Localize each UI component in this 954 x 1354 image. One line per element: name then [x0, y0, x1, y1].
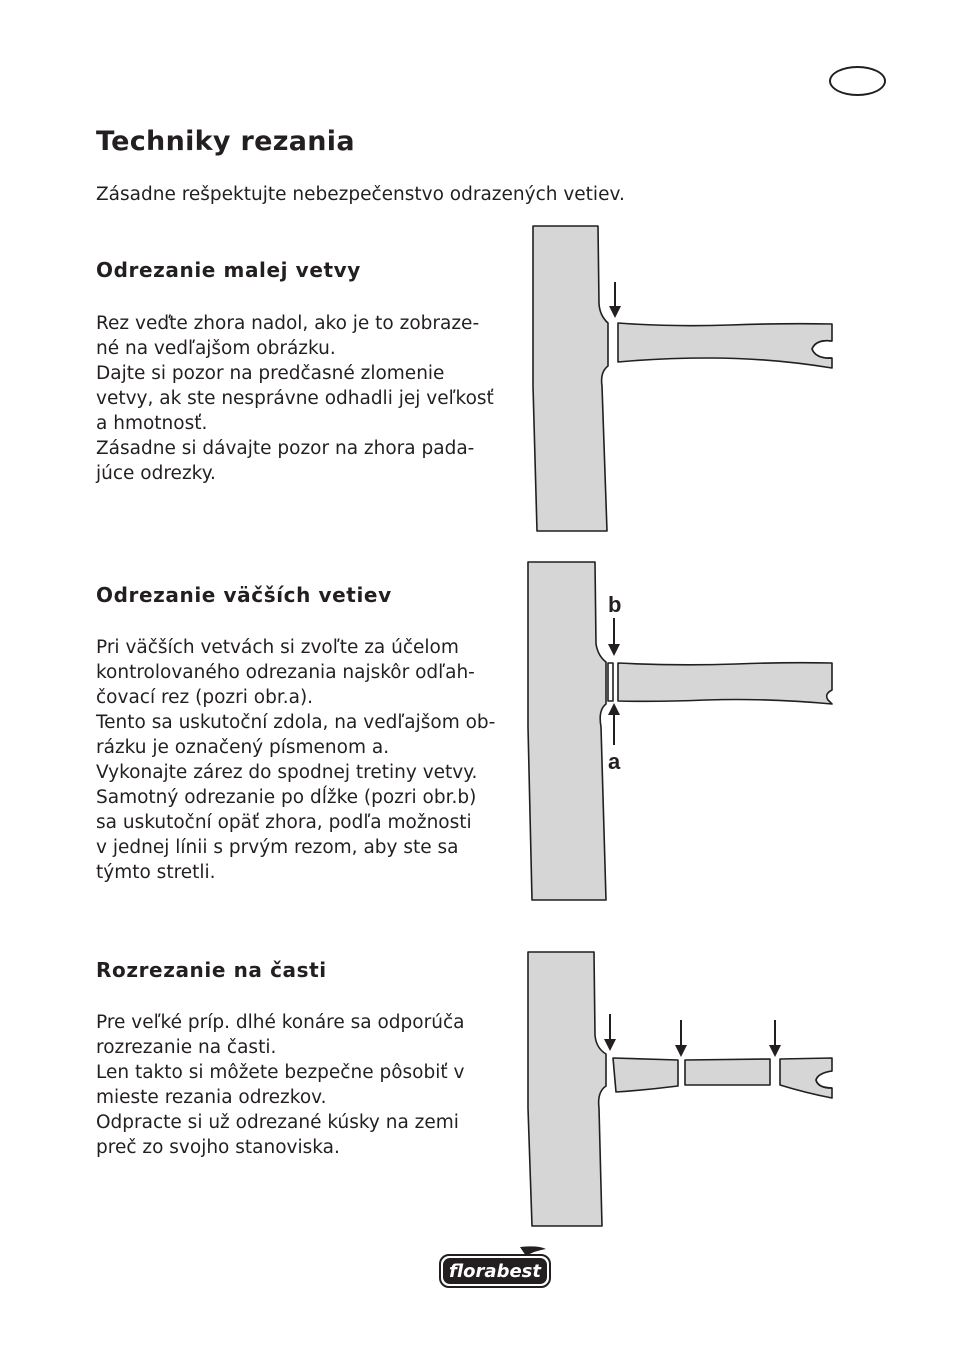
body-line: mieste rezania odrezkov. — [96, 1087, 327, 1108]
body-line: rozrezanie na časti. — [96, 1037, 277, 1058]
tree-trunk — [533, 226, 608, 531]
body-line: Vykonajte zárez do spodnej tretiny vetvy. — [96, 762, 478, 783]
arrow-down-icon — [604, 1014, 616, 1051]
section-heading-sectioning: Rozrezanie na časti — [96, 958, 327, 982]
section-body-larger-branches — [96, 635, 496, 885]
body-line: né na vedľajšom obrázku. — [96, 338, 336, 359]
body-line: júce odrezky. — [96, 463, 216, 484]
body-line: Dajte si pozor na predčasné zlomenie — [96, 363, 445, 384]
body-line: Len takto si môžete bezpečne pôsobiť v — [96, 1062, 465, 1083]
branch — [618, 323, 832, 368]
body-line: vetvy, ak ste nesprávne odhadli jej veľkosť — [96, 388, 494, 409]
body-line: a hmotnosť. — [96, 413, 208, 434]
body-line: preč zo svojho stanoviska. — [96, 1137, 340, 1158]
figure-label-a: a — [608, 749, 621, 774]
arrow-down-icon — [609, 282, 621, 318]
body-line: Samotný odrezanie po dĺžke (pozri obr.b) — [96, 787, 477, 808]
branch-piece — [685, 1059, 770, 1085]
page-title: Techniky rezania — [96, 126, 355, 157]
body-line: rázku je označený písmenom a. — [96, 737, 390, 758]
language-badge — [829, 66, 886, 96]
florabest-logo — [438, 1244, 552, 1290]
arrow-down-icon — [675, 1020, 687, 1057]
body-line: Pre veľké príp. dlhé konáre sa odporúča — [96, 1012, 465, 1033]
logo-text: florabest — [449, 1261, 541, 1282]
body-line: Tento sa uskutoční zdola, na vedľajšom ob- — [96, 712, 496, 733]
body-line: v jednej línii s prvým rezom, aby ste sa — [96, 837, 459, 858]
section-heading-small-branch: Odrezanie malej vetvy — [96, 258, 361, 282]
body-line: Zásadne si dávajte pozor na zhora pada- — [96, 438, 475, 459]
figure-label-b: b — [608, 592, 622, 617]
figure-small-branch-cut — [520, 226, 840, 532]
branch-stub — [608, 663, 613, 701]
arrow-down-icon — [608, 618, 620, 656]
tree-trunk — [528, 952, 606, 1226]
section-body-small-branch — [96, 311, 496, 486]
tree-trunk — [528, 562, 606, 900]
arrow-up-icon — [608, 703, 620, 745]
branch-piece — [613, 1058, 678, 1092]
body-line: Rez veďte zhora nadol, ako je to zobraze- — [96, 313, 480, 334]
figure-section-cutting — [516, 952, 836, 1228]
intro-text: Zásadne rešpektujte nebezpečenstvo odrazených vetiev. — [96, 184, 625, 205]
section-body-sectioning — [96, 1010, 496, 1160]
branch-piece — [780, 1058, 832, 1098]
body-line: týmto stretli. — [96, 862, 216, 883]
figure-large-branch-cut — [516, 562, 836, 902]
body-line: Odpracte si už odrezané kúsky na zemi — [96, 1112, 459, 1133]
body-line: čovací rez (pozri obr.a). — [96, 687, 314, 708]
body-line: kontrolovaného odrezania najskôr odľah- — [96, 662, 475, 683]
body-line: sa uskutoční opäť zhora, podľa možnosti — [96, 812, 472, 833]
branch — [618, 663, 832, 704]
arrow-down-icon — [769, 1020, 781, 1057]
body-line: Pri väčších vetvách si zvoľte za účelom — [96, 637, 459, 658]
section-heading-larger-branches: Odrezanie väčších vetiev — [96, 583, 392, 607]
